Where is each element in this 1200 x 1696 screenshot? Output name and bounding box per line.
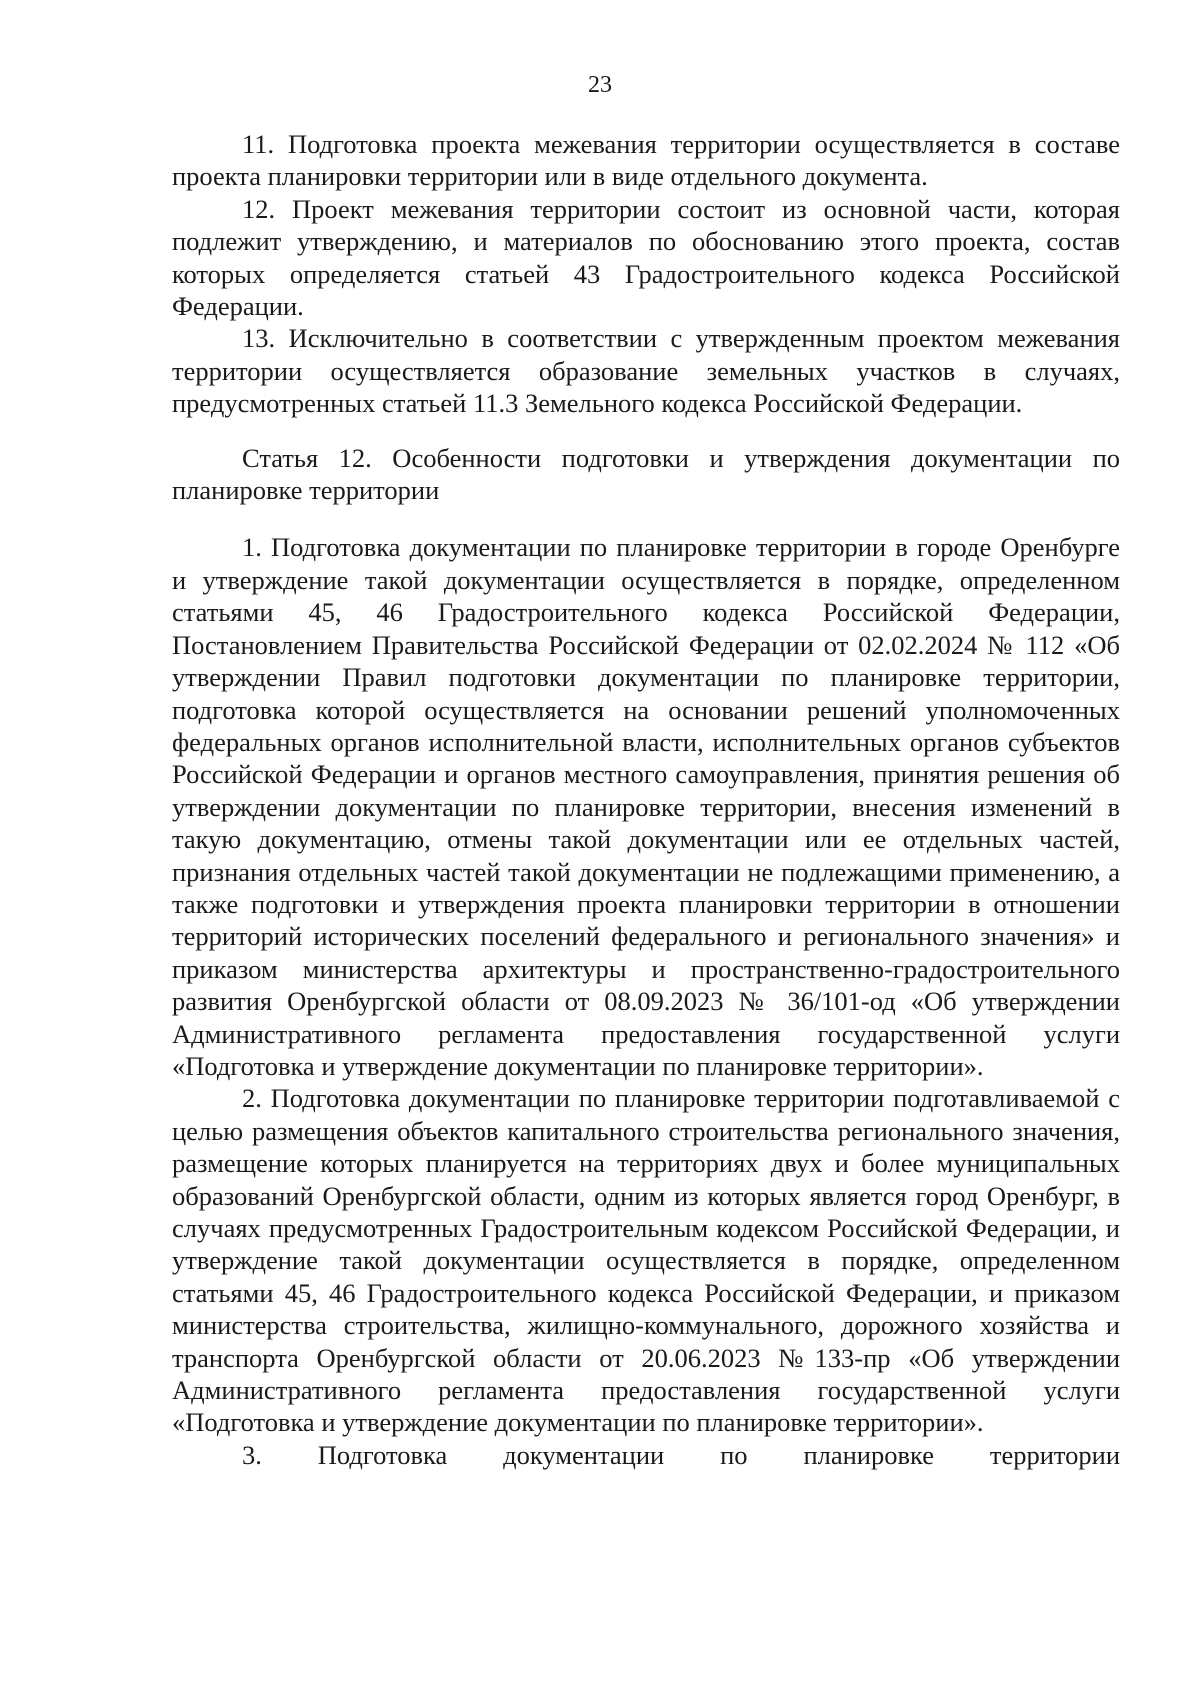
paragraph-12: 12. Проект межевания территории состоит из основной части, которая подлежит утверждению, и материалов по обоснованию этого проекта, состав которых определяется статьей 43 Градостроительного кодекса Российской Федерации. — [172, 193, 1120, 322]
article-12-paragraph-2: 2. Подготовка документации по планировке территории подготавливаемой с целью размещения объектов капитального строительства регионального значения, размещение которых планируется на территориях двух и более муниципальных образований Оренбургской области, одним из которых является город Оренбург, в случаях предусмотренных Градостроительным кодексом Российской Федерации, и утверждение такой документации осуществляется в порядке, определенном статьями 45, 46 Градостроительного кодекса Российской Федерации, и приказом министерства строительства, жилищно-коммунального, дорожного хозяйства и транспорта Оренбургской области от 20.06.2023 №133-пр «Об утверждении Административного регламента предоставления государственной услуги «Подготовка и утверждение документации по планировке территории». — [172, 1083, 1120, 1438]
article-12-paragraph-1: 1. Подготовка документации по планировке территории в городе Оренбурге и утверждение такой документации осуществляется в порядке, определенном статьями 45, 46 Градостроительного кодекса Российской Федерации, Постановлением Правительства Российской Федерации от 02.02.2024 № 112 «Об утверждении Правил подготовки документации по планировке территории, подготовка которой осуществляется на основании решений уполномоченных федеральных органов исполнительной власти, исполнительных органов субъектов Российской Федерации и органов местного самоуправления, принятия решения об утверждении документации по планировке территории, внесения изменений в такую документацию, отмены такой документации или ее отдельных частей, признания отдельных частей такой документации не подлежащими применению, а также подготовки и утверждения проекта планировки территории в отношении территорий исторических поселений федерального и регионального значения» и приказом министерства архитектуры и пространственно-градостроительного развития Оренбургской области от 08.09.2023 № 36/101-од «Об утверждении Административного регламента предоставления государственной услуги «Подготовка и утверждение документации по планировке территории». — [172, 532, 1120, 1081]
paragraph-11: 11. Подготовка проекта межевания территории осуществляется в составе проекта планировки территории или в виде отдельного документа. — [172, 129, 1120, 192]
article-12-paragraph-3: 3. Подготовка документации по планировке территории — [242, 1439, 1120, 1470]
article-12-heading: Статья 12. Особенности подготовки и утверждения документации по планировке территории — [172, 442, 1120, 506]
page-number: 23 — [588, 72, 612, 98]
document-body — [172, 128, 1120, 1471]
paragraph-13: 13. Исключительно в соответствии с утвержденным проектом межевания территории осуществляется образование земельных участков в случаях, предусмотренных статьей 11.3 Земельного кодекса Российской Федерации. — [172, 323, 1120, 419]
